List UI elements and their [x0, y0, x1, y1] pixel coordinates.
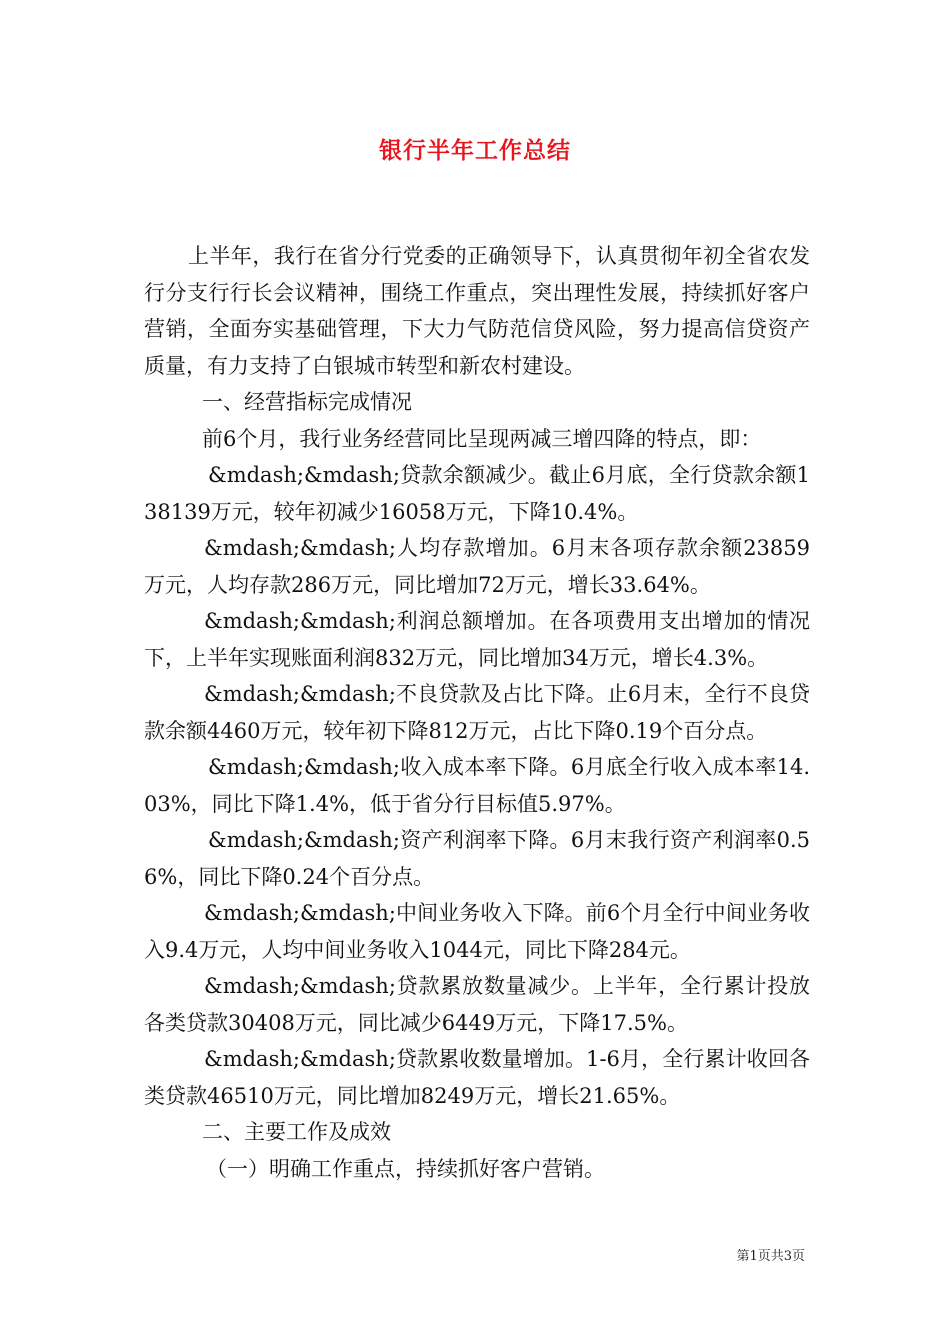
page-number: 第1页共3页 — [736, 1249, 805, 1264]
indicator-paragraph-deposits: &mdash;&mdash;人均存款增加。6月末各项存款余额23859万元，人均存款286万元，同比增加72万元，增长33.64%。 — [144, 536, 810, 597]
subsection-heading-1: （一）明确工作重点，持续抓好客户营销。 — [206, 1156, 605, 1181]
section-heading-2: 二、主要工作及成效 — [202, 1120, 391, 1144]
document-title: 银行半年工作总结 — [379, 137, 571, 164]
indicator-paragraph-loans-issued: &mdash;&mdash;贷款累放数量减少。上半年，全行累计投放各类贷款30408万元，同比减少6449万元，下降17.5%。 — [144, 974, 810, 1035]
section-heading-1: 一、经营指标完成情况 — [202, 390, 412, 414]
document-body — [144, 238, 810, 1187]
summary-paragraph: 前6个月，我行业务经营同比呈现两减三增四降的特点，即： — [202, 426, 762, 451]
indicator-paragraph-loan-balance: &mdash;&mdash;贷款余额减少。截止6月底，全行贷款余额138139万元，较年初减少16058万元，下降10.4%。 — [144, 463, 810, 524]
indicator-paragraph-intermediate-income: &mdash;&mdash;中间业务收入下降。前6个月全行中间业务收入9.4万元，人均中间业务收入1044元，同比下降284元。 — [144, 901, 810, 962]
indicator-paragraph-loans-collected: &mdash;&mdash;贷款累收数量增加。1-6月，全行累计收回各类贷款46510万元，同比增加8249万元，增长21.65%。 — [144, 1047, 810, 1108]
indicator-paragraph-profit: &mdash;&mdash;利润总额增加。在各项费用支出增加的情况下，上半年实现账面利润832万元，同比增加34万元，增长4.3%。 — [144, 609, 810, 670]
indicator-paragraph-cost-ratio: &mdash;&mdash;收入成本率下降。6月底全行收入成本率14.03%，同比下降1.4%，低于省分行目标值5.97%。 — [144, 755, 810, 816]
indicator-paragraph-roa: &mdash;&mdash;资产利润率下降。6月末我行资产利润率0.56%，同比下降0.24个百分点。 — [144, 828, 810, 889]
intro-paragraph: 上半年，我行在省分行党委的正确领导下，认真贯彻年初全省农发行分支行行长会议精神，围绕工作重点，突出理性发展，持续抓好客户营销，全面夯实基础管理，下大力气防范信贷风险，努力提高信贷资产质量，有力支持了白银城市转型和新农村建设。 — [144, 244, 810, 378]
indicator-paragraph-npl: &mdash;&mdash;不良贷款及占比下降。止6月末，全行不良贷款余额4460万元，较年初下降812万元，占比下降0.19个百分点。 — [144, 682, 810, 743]
